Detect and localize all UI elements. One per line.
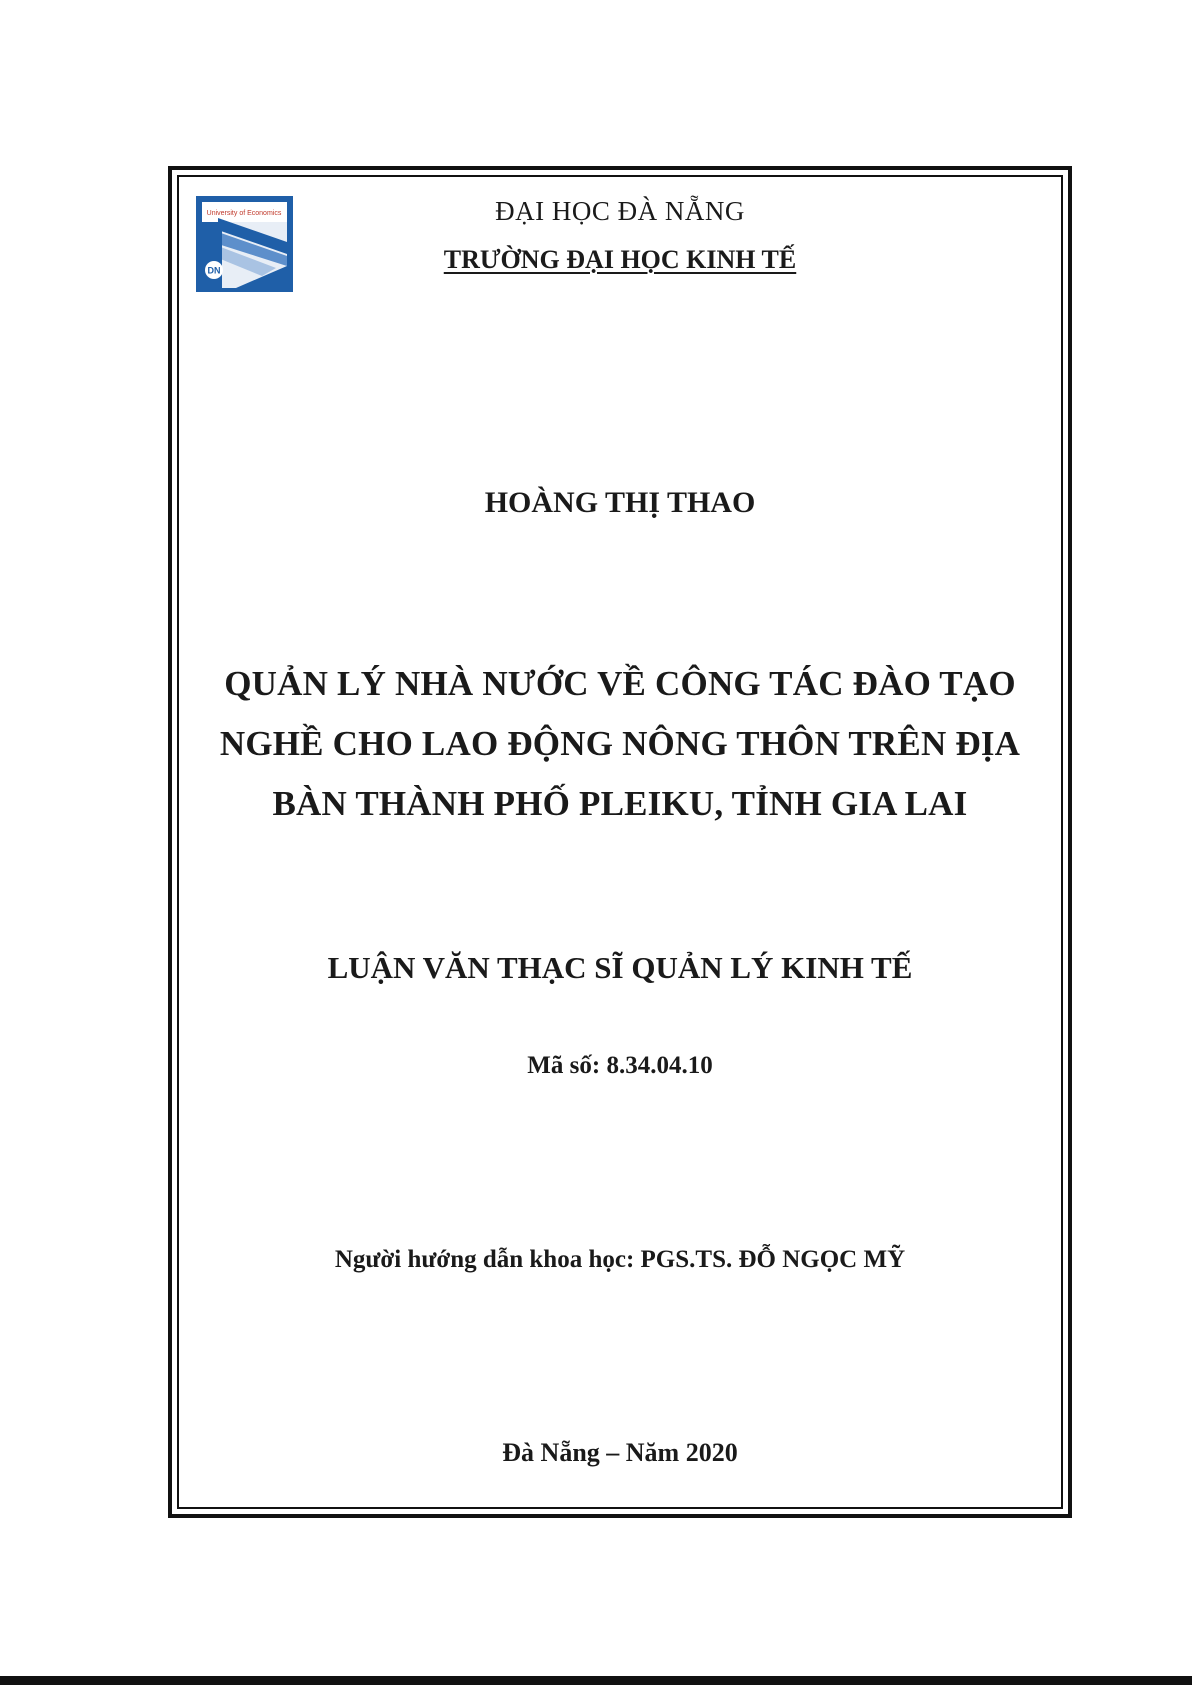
school-name-text: TRƯỜNG ĐẠI HỌC KINH TẾ: [443, 245, 797, 274]
thesis-title-line-3: BÀN THÀNH PHỐ PLEIKU, TỈNH GIA LAI: [272, 784, 968, 823]
cover-border-inner: [177, 175, 1063, 1509]
bottom-edge-bar: [0, 1676, 1192, 1685]
author-name: HOÀNG THỊ THAO: [484, 486, 756, 519]
logo-mark-text: DN: [207, 265, 221, 276]
place-and-year: Đà Nẵng – Năm 2020: [502, 1438, 738, 1467]
advisor-line: Người hướng dẫn khoa học: PGS.TS. ĐỖ NGỌC MỸ: [334, 1246, 906, 1273]
degree-type: LUẬN VĂN THẠC SĨ QUẢN LÝ KINH TẾ: [327, 950, 913, 985]
school-name: [177, 245, 1063, 275]
thesis-title-line-1: QUẢN LÝ NHÀ NƯỚC VỀ CÔNG TÁC ĐÀO TẠO: [224, 664, 1016, 703]
thesis-title-line-2: NGHỀ CHO LAO ĐỘNG NÔNG THÔN TRÊN ĐỊA: [219, 724, 1021, 763]
program-code: Mã số: 8.34.04.10: [527, 1052, 713, 1079]
logo-caption-text: University of Economics: [206, 210, 282, 217]
university-name: ĐẠI HỌC ĐÀ NẴNG: [495, 196, 745, 226]
